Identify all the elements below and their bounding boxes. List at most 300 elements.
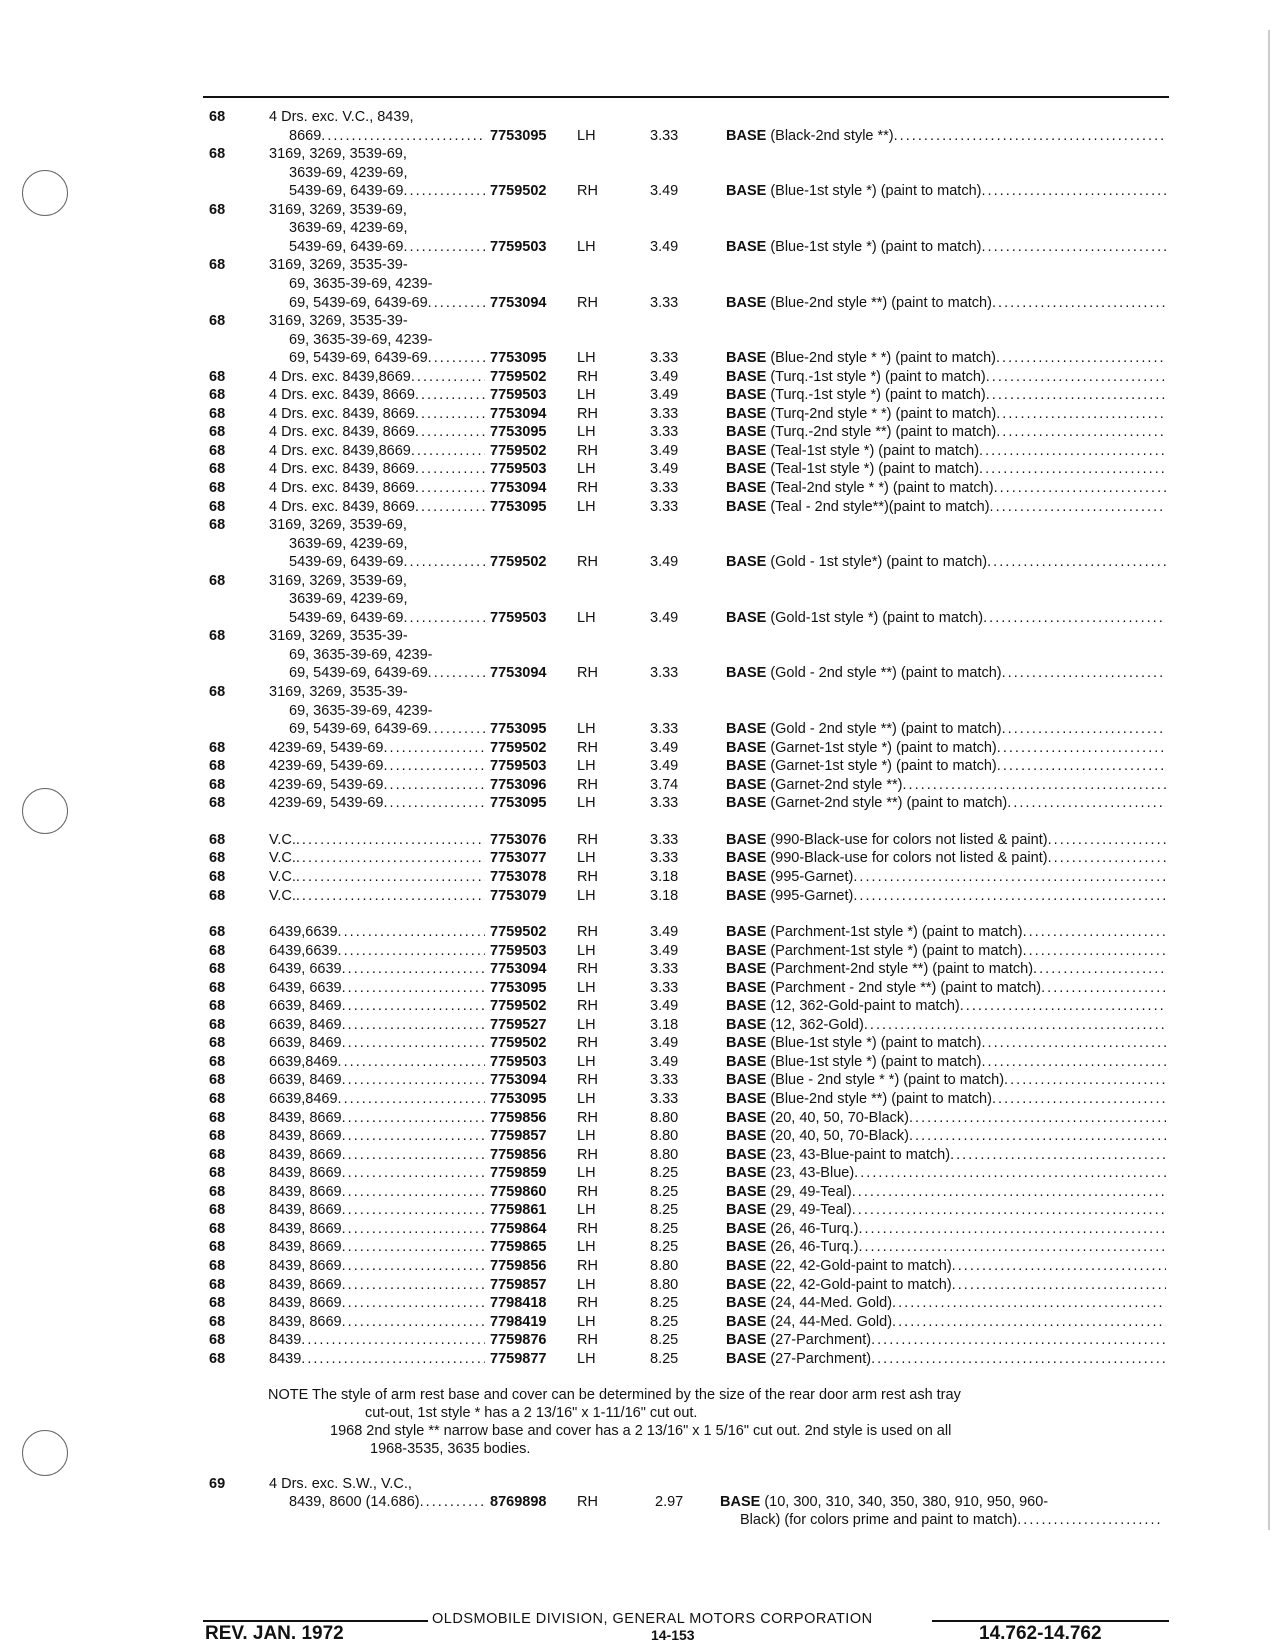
year-cell: 68 xyxy=(209,1202,226,1218)
price-cell: 3.49 xyxy=(650,443,679,459)
price-cell: 3.49 xyxy=(650,1054,679,1070)
price-cell: 3.33 xyxy=(650,980,679,996)
desc-keyword: BASE xyxy=(726,1258,767,1274)
desc-text: (995-Garnet) xyxy=(770,869,854,885)
desc-text: (20, 40, 50, 70-Black) xyxy=(770,1110,909,1126)
desc-cell xyxy=(726,349,1166,367)
desc-cell xyxy=(726,757,1166,775)
desc-keyword: BASE xyxy=(726,869,767,885)
table-row xyxy=(0,776,1272,794)
desc-text: (Blue-2nd style **) (paint to match) xyxy=(770,1091,992,1107)
model-fill xyxy=(269,405,485,423)
desc-cell xyxy=(726,405,1166,423)
desc-keyword: BASE xyxy=(726,758,767,774)
header-rule xyxy=(203,96,1169,98)
part-number-cell: 7759502 xyxy=(490,443,547,459)
model-cell: 69, 5439-69, 6439-69 xyxy=(289,721,428,737)
model-cell: 3169, 3269, 3539-69, xyxy=(269,573,407,589)
side-cell: RH xyxy=(577,1110,598,1126)
year-cell: 68 xyxy=(209,1332,226,1348)
desc-text: (27-Parchment) xyxy=(770,1351,872,1367)
model-fill xyxy=(269,1183,485,1201)
model-fill xyxy=(289,127,485,145)
desc-text: (Parchment-2nd style **) (paint to match) xyxy=(770,961,1034,977)
desc-cell xyxy=(726,460,1166,478)
price-cell: 3.49 xyxy=(650,554,679,570)
desc-keyword: BASE xyxy=(726,424,767,440)
price-cell: 8.80 xyxy=(650,1110,679,1126)
table-row-69-cont2 xyxy=(0,1511,1272,1529)
year-cell: 68 xyxy=(209,888,226,904)
part-number-cell: 7753095 xyxy=(490,721,547,737)
model-cell: V.C. xyxy=(269,869,296,885)
desc-keyword: BASE xyxy=(726,1110,767,1126)
year-cell: 68 xyxy=(209,628,226,644)
model-fill xyxy=(269,1164,485,1182)
side-cell: RH xyxy=(577,998,598,1014)
table-row xyxy=(0,460,1272,478)
model-cell: 6639, 8469 xyxy=(269,1017,342,1033)
side-cell: RH xyxy=(577,406,598,422)
desc-text: (23, 43-Blue) xyxy=(770,1165,855,1181)
desc-text: (Teal-1st style *) (paint to match) xyxy=(770,443,980,459)
model-fill xyxy=(269,1127,485,1145)
desc-text: (Parchment-1st style *) (paint to match) xyxy=(770,943,1023,959)
table-row xyxy=(0,739,1272,757)
side-cell: RH xyxy=(577,480,598,496)
model-fill xyxy=(269,831,485,849)
model-cell: 5439-69, 6439-69 xyxy=(289,610,404,626)
side-cell: RH xyxy=(577,1147,598,1163)
price-cell: 3.33 xyxy=(650,795,679,811)
table-row-cont xyxy=(0,720,1272,738)
table-row-cont xyxy=(0,349,1272,367)
desc-cell xyxy=(726,423,1166,441)
part-number-cell: 7759861 xyxy=(490,1202,547,1218)
model-cell: 5439-69, 6439-69 xyxy=(289,183,404,199)
desc-keyword: BASE xyxy=(726,1035,767,1051)
model-fill xyxy=(269,979,485,997)
year-cell: 68 xyxy=(209,1091,226,1107)
desc-keyword: BASE xyxy=(726,239,767,255)
table-row-cont xyxy=(0,702,1272,720)
desc-cell xyxy=(726,1238,1166,1256)
price-cell: 8.80 xyxy=(650,1147,679,1163)
desc-cell xyxy=(726,498,1166,516)
part-number-cell: 7753094 xyxy=(490,665,547,681)
table-row xyxy=(0,572,1272,590)
model-fill xyxy=(289,664,485,682)
table-row xyxy=(0,1313,1272,1331)
model-cell: 8439, 8669 xyxy=(269,1165,342,1181)
model-cell: 6439, 6639 xyxy=(269,961,342,977)
desc-cell xyxy=(726,1053,1166,1071)
part-number-cell: 7759864 xyxy=(490,1221,547,1237)
desc-keyword: BASE xyxy=(726,1351,767,1367)
desc-cell: Black) (for colors prime and paint to match) . . . xyxy=(740,1511,1160,1529)
model-cell: 8439, 8669 xyxy=(269,1221,342,1237)
table-row xyxy=(0,942,1272,960)
part-number-cell: 7759503 xyxy=(490,239,547,255)
year-cell: 68 xyxy=(209,1184,226,1200)
desc-keyword: BASE xyxy=(726,1202,767,1218)
year-cell: 68 xyxy=(209,257,226,273)
desc-cell xyxy=(726,1313,1166,1331)
year-cell: 68 xyxy=(209,795,226,811)
desc-text: (Gold - 2nd style **) (paint to match) xyxy=(770,665,1002,681)
desc-text: (23, 43-Blue-paint to match) xyxy=(770,1147,951,1163)
table-row xyxy=(0,794,1272,812)
table-row-cont xyxy=(0,331,1272,349)
year-cell: 68 xyxy=(209,943,226,959)
desc-cell xyxy=(726,794,1166,812)
desc-keyword: BASE xyxy=(726,1184,767,1200)
model-cell: 5439-69, 6439-69 xyxy=(289,554,404,570)
table-row xyxy=(0,386,1272,404)
part-number-cell: 7759856 xyxy=(490,1110,547,1126)
desc-cell xyxy=(726,942,1166,960)
part-number-cell: 7753078 xyxy=(490,869,547,885)
desc-cell xyxy=(726,1220,1166,1238)
year-cell: 68 xyxy=(209,406,226,422)
model-fill xyxy=(269,923,485,941)
part-number-cell: 7753095 xyxy=(490,795,547,811)
table-row xyxy=(0,1016,1272,1034)
year-cell: 68 xyxy=(209,777,226,793)
model-cell: 4 Drs. exc. 8439, 8669 xyxy=(269,387,415,403)
side-cell: RH xyxy=(577,869,598,885)
desc-text: (24, 44-Med. Gold) xyxy=(770,1314,893,1330)
table-row xyxy=(0,1109,1272,1127)
table-row xyxy=(0,479,1272,497)
year-cell: 68 xyxy=(209,1221,226,1237)
year-cell: 68 xyxy=(209,1128,226,1144)
desc-text: (Parchment-1st style *) (paint to match) xyxy=(770,924,1023,940)
price-cell: 3.49 xyxy=(650,183,679,199)
part-number-cell: 7753076 xyxy=(490,832,547,848)
price-cell: 8.25 xyxy=(650,1202,679,1218)
model-cell: 8439 xyxy=(269,1332,302,1348)
table-row xyxy=(0,1350,1272,1368)
model-cell: 8439, 8669 xyxy=(269,1239,342,1255)
model-fill xyxy=(269,757,485,775)
side-cell: LH xyxy=(577,850,596,866)
table-row xyxy=(0,1201,1272,1219)
price-cell: 3.49 xyxy=(650,758,679,774)
desc-cell xyxy=(726,1146,1166,1164)
table-row xyxy=(0,423,1272,441)
year-cell: 68 xyxy=(209,517,226,533)
model-fill xyxy=(269,368,485,386)
model-fill xyxy=(269,1350,485,1368)
price-cell: 3.33 xyxy=(650,295,679,311)
model-cell: 69, 3635-39-69, 4239- xyxy=(289,276,433,292)
model-cell: 8439, 8669 xyxy=(269,1295,342,1311)
model-fill xyxy=(269,1146,485,1164)
desc-cell xyxy=(726,1294,1166,1312)
table-row xyxy=(0,1146,1272,1164)
desc-text: (22, 42-Gold-paint to match) xyxy=(770,1277,952,1293)
model-cell: 69, 5439-69, 6439-69 xyxy=(289,665,428,681)
model-cell: V.C. xyxy=(269,832,296,848)
table-row xyxy=(0,1331,1272,1349)
footer-page-number: 14-153 xyxy=(651,1627,695,1643)
part-number-cell: 7753077 xyxy=(490,850,547,866)
table-row xyxy=(0,627,1272,645)
year-cell: 68 xyxy=(209,313,226,329)
price-cell: 3.49 xyxy=(650,369,679,385)
side-cell: RH xyxy=(577,777,598,793)
table-row xyxy=(0,1071,1272,1089)
model-fill xyxy=(269,868,485,886)
table-row xyxy=(0,960,1272,978)
table-row xyxy=(0,312,1272,330)
desc-cell xyxy=(726,1331,1166,1349)
desc-text: (Turq.-1st style *) (paint to match) xyxy=(770,387,986,403)
model-cell: 3169, 3269, 3535-39- xyxy=(269,313,408,329)
desc-keyword: BASE xyxy=(726,183,767,199)
part-number-cell: 7759502 xyxy=(490,183,547,199)
desc-cell xyxy=(726,1109,1166,1127)
desc-cell xyxy=(726,720,1166,738)
model-fill xyxy=(289,294,485,312)
desc-cell xyxy=(726,887,1166,905)
model-fill xyxy=(269,1257,485,1275)
year-cell: 68 xyxy=(209,740,226,756)
model-cell: 4 Drs. exc. V.C., 8439, xyxy=(269,109,414,125)
table-row xyxy=(0,831,1272,849)
price-cell: 3.33 xyxy=(650,128,679,144)
part-number-cell: 7798419 xyxy=(490,1314,547,1330)
table-row-cont xyxy=(0,535,1272,553)
footer-rule-right xyxy=(932,1620,1169,1622)
desc-text: (Garnet-1st style *) (paint to match) xyxy=(770,740,997,756)
side-cell: LH xyxy=(577,888,596,904)
part-number-cell: 7759865 xyxy=(490,1239,547,1255)
model-fill xyxy=(269,386,485,404)
model-cell: 8439, 8669 xyxy=(269,1202,342,1218)
desc-text: (Turq.-2nd style **) (paint to match) xyxy=(770,424,997,440)
year-cell: 68 xyxy=(209,1351,226,1367)
model-cell: 3169, 3269, 3539-69, xyxy=(269,202,407,218)
part-number-cell: 7759503 xyxy=(490,610,547,626)
desc-keyword: BASE xyxy=(726,924,767,940)
desc-text: (26, 46-Turq.) xyxy=(770,1239,859,1255)
model-cell: 8439, 8669 xyxy=(269,1128,342,1144)
desc-text: (Garnet-2nd style **) xyxy=(770,777,903,793)
desc-keyword: BASE xyxy=(726,943,767,959)
model-cell: 4 Drs. exc. 8439,8669 xyxy=(269,443,411,459)
desc-cell xyxy=(726,368,1166,386)
desc-text: (Blue-2nd style **) (paint to match) xyxy=(770,295,992,311)
desc-keyword: BASE xyxy=(726,461,767,477)
desc-cell xyxy=(726,1201,1166,1219)
table-row xyxy=(0,516,1272,534)
model-cell: 69, 5439-69, 6439-69 xyxy=(289,350,428,366)
desc-cell xyxy=(726,479,1166,497)
model-fill xyxy=(269,1090,485,1108)
desc-cell xyxy=(726,923,1166,941)
table-row-cont xyxy=(0,182,1272,200)
part-number-cell: 7753079 xyxy=(490,888,547,904)
side-cell: LH xyxy=(577,1314,596,1330)
desc-text: (12, 362-Gold-paint to match) xyxy=(770,998,960,1014)
desc-cell xyxy=(726,1090,1166,1108)
table-row xyxy=(0,1127,1272,1145)
model-fill xyxy=(269,739,485,757)
side-cell: LH xyxy=(577,943,596,959)
desc-keyword: BASE xyxy=(726,295,767,311)
price-cell: 3.33 xyxy=(650,350,679,366)
year-cell: 68 xyxy=(209,146,226,162)
part-number-cell: 7753094 xyxy=(490,480,547,496)
model-fill xyxy=(269,498,485,516)
desc-cell xyxy=(726,127,1166,145)
year-cell: 68 xyxy=(209,1277,226,1293)
model-cell: 5439-69, 6439-69 xyxy=(289,239,404,255)
desc-keyword: BASE xyxy=(726,665,767,681)
price-cell: 3.33 xyxy=(650,406,679,422)
year-cell: 68 xyxy=(209,980,226,996)
desc-text: (22, 42-Gold-paint to match) xyxy=(770,1258,952,1274)
model-fill xyxy=(269,1109,485,1127)
year-cell: 68 xyxy=(209,998,226,1014)
part-number-cell: 7759502 xyxy=(490,924,547,940)
year-cell: 68 xyxy=(209,758,226,774)
price-cell: 3.49 xyxy=(650,387,679,403)
desc-text: (Teal-1st style *) (paint to match) xyxy=(770,461,980,477)
price-cell: 3.33 xyxy=(650,1091,679,1107)
part-number-cell: 7753096 xyxy=(490,777,547,793)
desc-cell xyxy=(726,1034,1166,1052)
part-number-cell: 7759857 xyxy=(490,1277,547,1293)
table-row xyxy=(0,923,1272,941)
price-cell: 3.33 xyxy=(650,499,679,515)
table-row xyxy=(0,849,1272,867)
year-cell: 68 xyxy=(209,1110,226,1126)
year-cell: 68 xyxy=(209,869,226,885)
table-row xyxy=(0,1257,1272,1275)
table-row xyxy=(0,683,1272,701)
model-cell: 4239-69, 5439-69 xyxy=(269,740,384,756)
desc-keyword: BASE xyxy=(726,1072,767,1088)
model-cell: 8669 xyxy=(289,128,322,144)
side-cell: LH xyxy=(577,1202,596,1218)
table-row xyxy=(0,887,1272,905)
side-cell: LH xyxy=(577,350,596,366)
side-cell: RH xyxy=(577,1258,598,1274)
desc-keyword: BASE xyxy=(726,1017,767,1033)
part-number-cell: 7753094 xyxy=(490,1072,547,1088)
model-cell: 4 Drs. exc. 8439, 8669 xyxy=(269,406,415,422)
table-row-cont xyxy=(0,553,1272,571)
model-cell: 4 Drs. exc. 8439,8669 xyxy=(269,369,411,385)
model-cell: 8439, 8669 xyxy=(269,1184,342,1200)
model-fill xyxy=(289,720,485,738)
model-fill xyxy=(269,1276,485,1294)
model-fill xyxy=(269,1201,485,1219)
side-cell: LH xyxy=(577,980,596,996)
desc-cell xyxy=(726,182,1166,200)
side-cell: LH xyxy=(577,1054,596,1070)
side-cell: LH xyxy=(577,128,596,144)
model-fill xyxy=(289,609,485,627)
year-cell: 68 xyxy=(209,573,226,589)
desc-keyword: BASE xyxy=(726,740,767,756)
desc-text: (Black-2nd style **) xyxy=(770,128,894,144)
part-number-cell: 7759502 xyxy=(490,740,547,756)
model-fill xyxy=(269,794,485,812)
desc-keyword: BASE xyxy=(726,1295,767,1311)
year-cell: 68 xyxy=(209,1054,226,1070)
model-cell: 4 Drs. exc. 8439, 8669 xyxy=(269,461,415,477)
model-fill xyxy=(269,460,485,478)
table-row xyxy=(0,442,1272,460)
desc-text: (29, 49-Teal) xyxy=(770,1202,852,1218)
table-row xyxy=(0,1034,1272,1052)
price-cell: 8.80 xyxy=(650,1277,679,1293)
desc-cell xyxy=(726,1164,1166,1182)
model-fill xyxy=(269,1053,485,1071)
model-cell: 3639-69, 4239-69, xyxy=(289,165,408,181)
side-cell: RH xyxy=(577,1035,598,1051)
side-cell: RH xyxy=(577,740,598,756)
table-row xyxy=(0,1238,1272,1256)
table-row xyxy=(0,256,1272,274)
model-fill xyxy=(269,1238,485,1256)
year-cell: 68 xyxy=(209,499,226,515)
model-cell: 8439, 8600 (14.686) xyxy=(289,1494,420,1510)
price-cell: 8.25 xyxy=(650,1221,679,1237)
model-cell: 3169, 3269, 3539-69, xyxy=(269,517,407,533)
part-number-cell: 7753094 xyxy=(490,406,547,422)
model-fill xyxy=(269,960,485,978)
model-fill xyxy=(269,442,485,460)
table-row xyxy=(0,108,1272,126)
table-row xyxy=(0,1053,1272,1071)
model-cell: 6639, 8469 xyxy=(269,1035,342,1051)
year-cell: 68 xyxy=(209,1314,226,1330)
desc-cell xyxy=(726,664,1166,682)
part-number-cell: 8769898 xyxy=(490,1494,547,1510)
desc-text: (29, 49-Teal) xyxy=(770,1184,852,1200)
desc-text: (Blue-2nd style * *) (paint to match) xyxy=(770,350,996,366)
side-cell: LH xyxy=(577,1239,596,1255)
table-row xyxy=(0,405,1272,423)
part-number-cell: 7753095 xyxy=(490,1091,547,1107)
desc-text: (Teal-2nd style * *) (paint to match) xyxy=(770,480,994,496)
part-number-cell: 7753095 xyxy=(490,980,547,996)
note-line-1: NOTE The style of arm rest base and cover can be determined by the size of the rear door arm rest ash tray xyxy=(268,1387,961,1403)
table-row-cont xyxy=(0,127,1272,145)
year-cell: 68 xyxy=(209,961,226,977)
model-fill xyxy=(269,1016,485,1034)
part-number-cell: 7759503 xyxy=(490,461,547,477)
desc-text: (990-Black-use for colors not listed & paint) xyxy=(770,832,1048,848)
model-fill xyxy=(269,1220,485,1238)
part-number-cell: 7759502 xyxy=(490,1035,547,1051)
table-row-69 xyxy=(0,1475,1272,1493)
table-row-cont xyxy=(0,664,1272,682)
table-row xyxy=(0,979,1272,997)
year-cell: 68 xyxy=(209,109,226,125)
price-cell: 3.18 xyxy=(650,1017,679,1033)
price-cell: 3.49 xyxy=(650,998,679,1014)
desc-cell xyxy=(726,849,1166,867)
model-cell: 69, 3635-39-69, 4239- xyxy=(289,332,433,348)
part-number-cell: 7759859 xyxy=(490,1165,547,1181)
desc-text: (Blue - 2nd style * *) (paint to match) xyxy=(770,1072,1005,1088)
